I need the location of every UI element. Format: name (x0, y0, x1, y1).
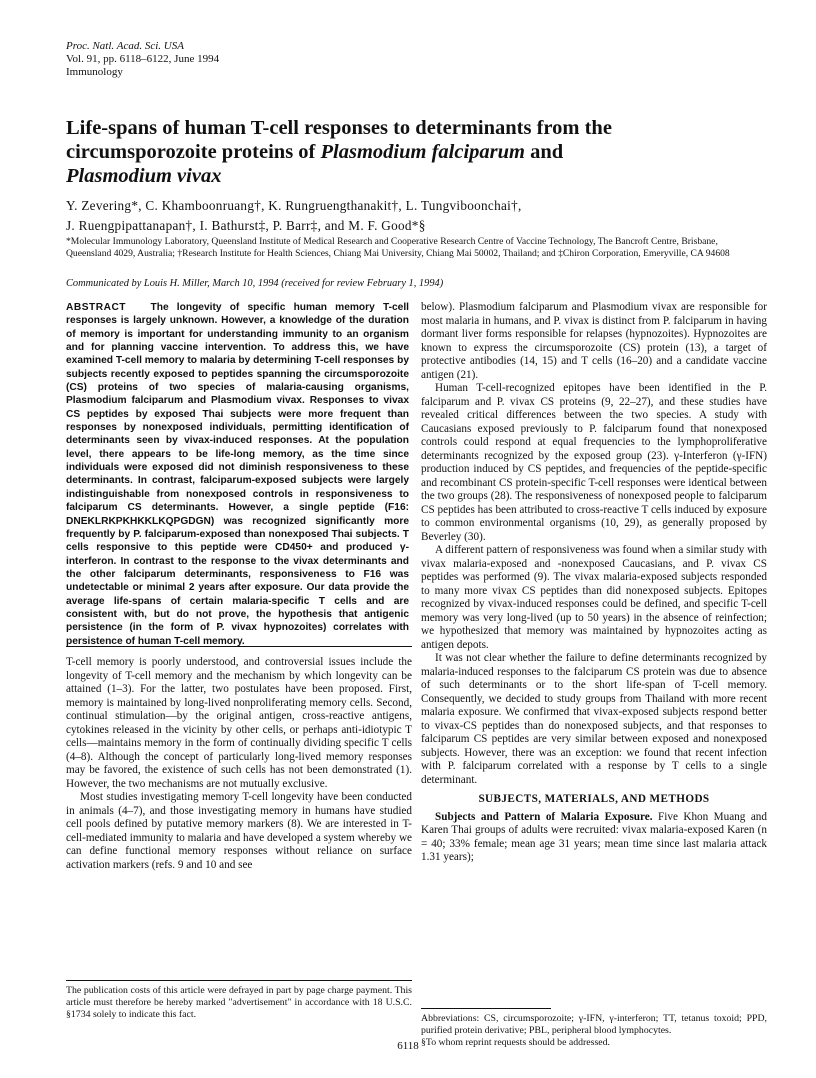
methods-paragraph (421, 811, 767, 865)
abstract-heading: ABSTRACT (66, 302, 127, 313)
left-column-body (66, 656, 412, 872)
journal-header (66, 40, 219, 79)
body-paragraph: A different pattern of responsiveness was found when a similar study with vivax malaria-exposed and -nonexposed Caucasians, and P. vivax CS peptides was performed (9). The vivax malaria-exposed subjects responded to many more vivax CS peptides than did nonexposed subjects. Epitopes recognized by vivax-induced responses could be defined, and specific T-cell memory was very long-lived (up to 50 years) in the absence of reinfection; we hypothesized that memory was maintained by hypnozoites acting as antigen depots. (421, 544, 767, 651)
abbreviations-footnote: Abbreviations: CS, circumsporozoite; γ-IFN, γ-interferon; TT, tetanus toxoid; PPD, purified protein derivative; PBL, peripheral blood lymphocytes. (421, 1013, 767, 1036)
abstract (66, 301, 409, 648)
body-paragraph: T-cell memory is poorly understood, and controversial issues include the longevity of T-cell memory and the mechanism by which longevity can be attained (1–3). For the latter, two postulates have been proposed. First, memory is maintained by long-lived nonproliferating memory cells. Second, continual stimulation—by the original antigen, cross-reactive antigens, cytokines released in the vicinity by other cells, or perhaps anti-idiotypic T cells—maintains memory in the form of continually dividing specific T cells (4–8). Although the concept of particularly long-lived memory responses may be favored, the existence of such cells has not been demonstrated (1). However, the two mechanisms are not mutually exclusive. (66, 656, 412, 790)
paper-title (66, 116, 756, 188)
author-line-1: Y. Zevering*, C. Khamboonruang†, K. Rungruengthanakit†, L. Tungviboonchai†, (66, 198, 522, 213)
title-species-vivax: Plasmodium vivax (66, 165, 222, 187)
subsection-heading: Subjects and Pattern of Malaria Exposure. (435, 810, 653, 823)
right-column-body (421, 301, 767, 865)
affiliations: *Molecular Immunology Laboratory, Queensland Institute of Medical Research and Cooperative Research Centre of Vaccine Technology, The Bancroft Centre, Brisbane, Queensland 4029, Australia; †Research Institute for Health Sciences, Chiang Mai University, Chiang Mai 50002, Thailand; and ‡Chiron Corporation, Emeryville, CA 94608 (66, 236, 730, 259)
title-species-falciparum: Plasmodium falciparum (320, 141, 525, 163)
footnote-divider (421, 1008, 551, 1009)
abstract-divider (66, 646, 412, 647)
journal-volume: Vol. 91, pp. 6118–6122, June 1994 (66, 53, 220, 65)
title-text: Life-spans of human T-cell responses to determinants from the circumsporozoite proteins of (66, 117, 612, 163)
journal-name: Proc. Natl. Acad. Sci. USA (66, 40, 184, 52)
page-number: 6118 (397, 1040, 419, 1052)
reprint-footnote: §To whom reprint requests should be addressed. (421, 1037, 610, 1048)
footnote-divider (66, 980, 412, 981)
methods-text: Five Khon Muang and Karen Thai groups of adults were recruited: vivax malaria-exposed Karen (n = 40; 33% female; mean age 31 years; mean time since last malaria attack 1.31 years); (421, 810, 767, 863)
author-list (66, 196, 756, 236)
abstract-text: The longevity of specific human memory T-cell responses is largely unknown. However, a knowledge of the duration of memory is important for understanding immunity to an organism and for planning vaccine intervention. To address this, we have examined T-cell memory to malaria by determining T-cell responses by subjects recently exposed to peptides spanning the circumsporozoite (CS) proteins of two species of malaria-causing organisms, Plasmodium falciparum and Plasmodium vivax. Responses to vivax CS peptides by exposed Thai subjects were more frequent than responses by nonexposed individuals, permitting identification of determinants seen by vivax-induced responses. At the population level, there appears to be life-long memory, as the time since individuals were exposed did not diminish responsiveness to these determinants. In contrast, falciparum-exposed subjects were largely indistinguishable from nonexposed controls in responsiveness to falciparum CS determinants. However, a single peptide (F16: DNEKLRKPKHKKLKQPGDGN) was recognized significantly more frequently by P. falciparum-exposed than nonexposed Thai subjects. T cells responsive to this peptide were CD450+ and produced γ-interferon. In contrast to the response to the vivax determinants and the other falciparum determinants, responsiveness to F16 was undetectable or minimal 2 years after exposure. Our data provide the average life-spans of certain malaria-specific T cells and are consistent with, but do not prove, the hypothesis that antigenic persistence (in the form of P. vivax hypnozoites) correlates with persistence of human T-cell memory. (66, 302, 409, 647)
body-paragraph: Human T-cell-recognized epitopes have been identified in the P. falciparum and P. vivax CS proteins (9, 22–27), and these studies have revealed critical differences between the two species. A study with Caucasians exposed previously to P. falciparum found that nonexposed controls could respond at equal frequencies to the lymphoproliferative determinants recognized by the exposed group (23). γ-Interferon (γ-IFN) production induced by CS peptides, and frequencies of the peptide-specific and recombinant CS protein-specific T-cell responses were identical between the two groups (28). The responsiveness of nonexposed people to falciparum CS peptides has been attributed to cross-reactive T cells induced by exposure to common environmental organisms (10, 29), as generally proposed by Beverley (30). (421, 382, 767, 543)
journal-section: Immunology (66, 66, 123, 78)
section-heading: SUBJECTS, MATERIALS, AND METHODS (478, 793, 710, 805)
body-paragraph: It was not clear whether the failure to define determinants recognized by malaria-induced responses to the falciparum CS protein was due to absence of such determinants or to the short life-span of T-cell memory. Consequently, we decided to study groups from Thailand with more recent malaria exposure. We confirmed that vivax-exposed subjects respond better to vivax-CS peptides than do nonexposed subjects, and that responses to falciparum CS peptides are very similar between exposed and nonexposed subjects. However, there was an exception: we found that recent infection with P. falciparum correlated with a response by T cells to a single determinant. (421, 652, 767, 786)
publication-cost-footnote: The publication costs of this article were defrayed in part by page charge payment. This article must therefore be hereby marked "advertisement" in accordance with 18 U.S.C. §1734 solely to indicate this fact. (66, 985, 412, 1020)
author-line-2: J. Ruengpipattanapan†, I. Bathurst‡, P. Barr‡, and M. F. Good*§ (66, 218, 426, 233)
body-paragraph: below). Plasmodium falciparum and Plasmodium vivax are responsible for most malaria in humans, and P. vivax is distinct from P. falciparum in having dormant liver forms responsible for relapses (hypnozoites). Hypnozoites are known to express the circumsporozoite (CS) protein (13), a target of protective antibodies (14, 15) and T cells (16–20) and a candidate vaccine antigen (21). (421, 301, 767, 381)
communicated-by: Communicated by Louis H. Miller, March 10, 1994 (received for review February 1, 1994) (66, 278, 444, 289)
title-conjunction: and (524, 141, 564, 163)
body-paragraph: Most studies investigating memory T-cell longevity have been conducted in animals (4–7), and those investigating memory in humans have studied cell pools defined by putative memory markers (8). We are interested in T-cell-mediated immunity to malaria and have developed a system whereby we can define functional memory responses without reliance on surface activation markers (refs. 9 and 10 and see (66, 791, 412, 871)
